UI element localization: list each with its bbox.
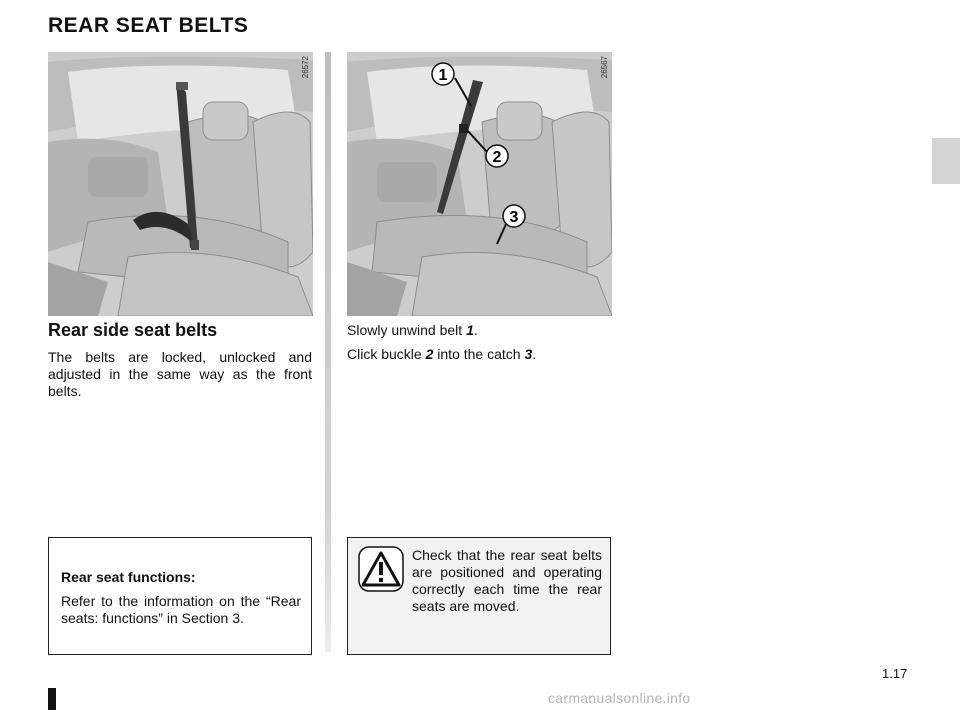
step2-text: Click buckle (347, 346, 426, 362)
watermark: carmanualsonline.info (548, 690, 691, 706)
section-body: The belts are locked, unlocked and adjusted in the same way as the front belts. (48, 349, 312, 399)
column-divider (325, 52, 331, 652)
page-title: REAR SEAT BELTS (48, 14, 249, 37)
info-box-body: Refer to the information on the “Rear seats: functions” in Section 3. (61, 593, 301, 626)
warning-text: Check that the rear seat belts are positioned and operating correctly each time the rear seats are moved. (412, 547, 602, 614)
warning-triangle-icon (358, 546, 404, 592)
rear-seat-illustration-left (48, 52, 313, 316)
info-box (48, 537, 312, 655)
step1-number: 1 (466, 322, 474, 338)
step2-number-2: 3 (524, 346, 533, 362)
callout-3-label: 3 (509, 209, 519, 226)
instruction-step-2 (347, 346, 611, 363)
illustration-reference-number: 26567 (600, 56, 609, 79)
step2-suffix: . (532, 346, 537, 362)
step1-text: Slowly unwind belt (347, 322, 467, 338)
callout-2-label: 2 (492, 149, 502, 166)
rear-seat-illustration-right (347, 52, 612, 316)
info-box-title: Rear seat functions: (61, 569, 196, 585)
instruction-step-1 (347, 322, 611, 339)
illustration-reference-number: 26572 (301, 56, 310, 79)
section-side-tab (932, 138, 960, 184)
callout-1-label: 1 (438, 67, 448, 84)
step1-suffix: . (473, 322, 478, 338)
crop-mark (48, 688, 56, 710)
warning-box (347, 537, 611, 655)
step2-number: 2 (425, 346, 434, 362)
page-number: 1.17 (882, 666, 908, 681)
section-heading: Rear side seat belts (48, 320, 218, 340)
step2-middle: into the catch (433, 346, 525, 362)
